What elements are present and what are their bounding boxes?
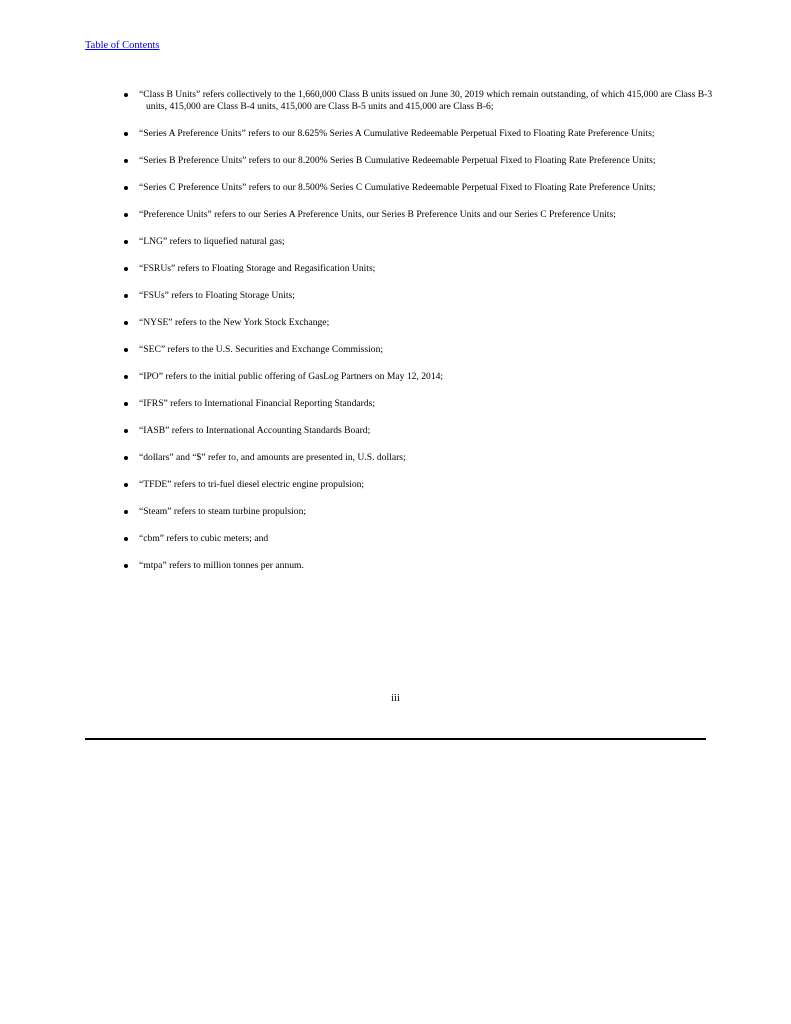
list-item [124, 182, 714, 194]
list-item [124, 479, 714, 491]
page-divider [85, 738, 706, 740]
bullet-icon [124, 510, 128, 514]
bullet-icon [124, 483, 128, 487]
definition-text: “Series A Preference Units” refers to our 8.625% Series A Cumulative Redeemable Perpetual Fixed to Floating Rate Preference Units; [139, 128, 655, 139]
bullet-icon [124, 294, 128, 298]
bullet-icon [124, 159, 128, 163]
list-item [124, 398, 714, 410]
definition-text: “mtpa” refers to million tonnes per annum. [139, 560, 304, 571]
definition-text: “IFRS” refers to International Financial Reporting Standards; [139, 398, 376, 409]
list-item [124, 89, 714, 113]
definition-text: “Series B Preference Units” refers to our 8.200% Series B Cumulative Redeemable Perpetual Fixed to Floating Rate Preference Units; [139, 155, 656, 166]
definition-text: “Series C Preference Units” refers to our 8.500% Series C Cumulative Redeemable Perpetual Fixed to Floating Rate Preference Units; [139, 182, 656, 193]
definition-text: “FSRUs” refers to Floating Storage and Regasification Units; [139, 263, 376, 274]
bullet-icon [124, 321, 128, 325]
bullet-icon [124, 240, 128, 244]
bullet-icon [124, 348, 128, 352]
bullet-icon [124, 132, 128, 136]
list-item [124, 452, 714, 464]
definition-text: “IASB” refers to International Accounting Standards Board; [139, 425, 371, 436]
definition-text: “Class B Units” refers collectively to the 1,660,000 Class B units issued on June 30, 2019 which remain outstanding, of which 415,000 are Class B-3 units, 415,000 are Class B-4 units, 415,000 are Class B-5 units and 415,000 are Class B-6; [139, 89, 713, 112]
list-item [124, 533, 714, 545]
definitions-list [124, 89, 714, 587]
list-item [124, 263, 714, 275]
table-of-contents-link[interactable]: Table of Contents [85, 40, 160, 51]
list-item [124, 560, 714, 572]
list-item [124, 344, 714, 356]
definition-text: “LNG” refers to liquefied natural gas; [139, 236, 285, 247]
list-item [124, 209, 714, 221]
list-item [124, 155, 714, 167]
definition-text: “Preference Units” refers to our Series A Preference Units, our Series B Preference Units and our Series C Preference Units; [139, 209, 616, 220]
definition-text: “TFDE” refers to tri-fuel diesel electric engine propulsion; [139, 479, 365, 490]
bullet-icon [124, 456, 128, 460]
bullet-icon [124, 93, 128, 97]
bullet-icon [124, 186, 128, 190]
list-item [124, 371, 714, 383]
list-item [124, 290, 714, 302]
definition-text: “IPO” refers to the initial public offering of GasLog Partners on May 12, 2014; [139, 371, 444, 382]
definition-text: “FSUs” refers to Floating Storage Units; [139, 290, 295, 301]
bullet-icon [124, 375, 128, 379]
list-item [124, 128, 714, 140]
list-item [124, 425, 714, 437]
definition-text: “Steam” refers to steam turbine propulsion; [139, 506, 307, 517]
list-item [124, 236, 714, 248]
page-number: iii [391, 693, 400, 704]
list-item [124, 506, 714, 518]
bullet-icon [124, 429, 128, 433]
list-item [124, 317, 714, 329]
bullet-icon [124, 537, 128, 541]
definition-text: “NYSE” refers to the New York Stock Exchange; [139, 317, 330, 328]
bullet-icon [124, 564, 128, 568]
bullet-icon [124, 213, 128, 217]
definition-text: “dollars” and “$” refer to, and amounts are presented in, U.S. dollars; [139, 452, 406, 463]
bullet-icon [124, 402, 128, 406]
bullet-icon [124, 267, 128, 271]
definition-text: “cbm” refers to cubic meters; and [139, 533, 269, 544]
definition-text: “SEC” refers to the U.S. Securities and Exchange Commission; [139, 344, 384, 355]
